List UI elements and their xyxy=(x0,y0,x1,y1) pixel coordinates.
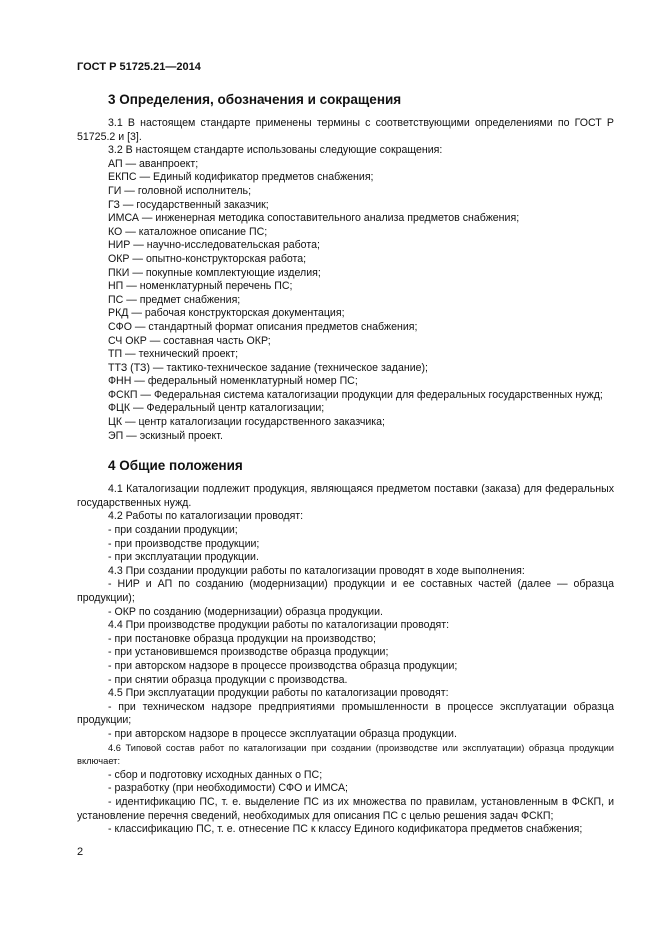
list-item: - сбор и подготовку исходных данных о ПС; xyxy=(108,768,323,781)
abbreviation-item: НП — номенклатурный перечень ПС; xyxy=(108,280,293,293)
abbreviation-item: АП — аванпроект; xyxy=(108,157,199,170)
abbreviation-item: ПС — предмет снабжения; xyxy=(108,293,241,306)
list-item: - классификацию ПС, т. е. отнесение ПС к классу Единого кодификатора предметов снабжения; xyxy=(108,823,583,836)
abbreviation-item: КО — каталожное описание ПС; xyxy=(108,225,268,238)
paragraph-3-2: 3.2 В настоящем стандарте использованы следующие сокращения: xyxy=(108,144,443,157)
list-item: - идентификацию ПС, т. е. выделение ПС из их множества по правилам, установленным в ФСКП, и установление перечня сведений, необходимых для описания ПС с целью решения задач ФСКП; xyxy=(77,795,614,822)
list-item: - при создании продукции; xyxy=(108,524,238,537)
abbreviation-item: РКД — рабочая конструкторская документация; xyxy=(108,307,345,320)
list-item: - при производстве продукции; xyxy=(108,537,260,550)
list-item: - при установившемся производстве образца продукции; xyxy=(108,646,389,659)
abbreviation-item: ГЗ — государственный заказчик; xyxy=(108,198,269,211)
list-item: - НИР и АП по созданию (модернизации) продукции и ее составных частей (далее — образца продукции); xyxy=(77,578,614,604)
page-content xyxy=(77,92,614,837)
abbreviation-item: СЧ ОКР — составная часть ОКР; xyxy=(108,334,271,347)
list-item: - при постановке образца продукции на производство; xyxy=(108,632,376,645)
paragraph-4-2: 4.2 Работы по каталогизации проводят: xyxy=(108,510,304,523)
abbreviation-item: ФЦК — Федеральный центр каталогизации; xyxy=(108,402,325,415)
section-3-title: 3 Определения, обозначения и сокращения xyxy=(108,92,402,107)
page-number: 2 xyxy=(77,846,84,858)
abbreviation-item: ЦК — центр каталогизации государственного заказчика; xyxy=(108,416,385,429)
abbreviation-item: СФО — стандартный формат описания предметов снабжения; xyxy=(108,320,418,333)
abbreviation-item: ЕКПС — Единый кодификатор предметов снабжения; xyxy=(108,171,374,184)
abbreviation-item: ФНН — федеральный номенклатурный номер ПС; xyxy=(108,375,358,388)
paragraph-4-1: 4.1 Каталогизации подлежит продукция, являющаяся предметом поставки (заказа) для федеральных государственных нужд. xyxy=(77,483,614,509)
list-item: - ОКР по созданию (модернизации) образца продукции. xyxy=(108,605,383,618)
list-item: - разработку (при необходимости) СФО и ИМСА; xyxy=(108,782,348,795)
abbreviation-item: ПКИ — покупные комплектующие изделия; xyxy=(108,266,321,279)
paragraph-3-1: 3.1 В настоящем стандарте применены термины с соответствующими определениями по ГОСТ Р 51725.2 и [3]. xyxy=(77,117,614,143)
list-item: - при техническом надзоре предприятиями промышленности в процессе эксплуатации образца продукции; xyxy=(77,700,614,727)
abbreviation-item: ФСКП — Федеральная система каталогизации продукции для федеральных государственных нужд; xyxy=(108,388,603,401)
list-item: - при снятии образца продукции с производства. xyxy=(108,673,348,686)
paragraph-4-3: 4.3 При создании продукции работы по каталогизации проводят в ходе выполнения: xyxy=(108,564,525,577)
abbreviation-list xyxy=(77,158,614,443)
abbreviation-item: ТП — технический проект; xyxy=(108,348,239,361)
paragraph-4-6: 4.6 Типовой состав работ по каталогизации при создании (производстве или эксплуатации) образца продукции включает: xyxy=(77,742,614,767)
list-item: - при эксплуатации продукции. xyxy=(108,551,259,564)
document-header: ГОСТ Р 51725.21—2014 xyxy=(77,61,201,73)
abbreviation-item: НИР — научно-исследовательская работа; xyxy=(108,239,320,252)
abbreviation-item: ГИ — головной исполнитель; xyxy=(108,184,252,197)
list-item: - при авторском надзоре в процессе эксплуатации образца продукции. xyxy=(108,727,457,740)
abbreviation-item: ИМСА — инженерная методика сопоставительного анализа предметов снабжения; xyxy=(108,212,520,225)
paragraph-4-5: 4.5 При эксплуатации продукции работы по каталогизации проводят: xyxy=(108,687,449,700)
abbreviation-item: ТТЗ (ТЗ) — тактико-техническое задание (техническое задание); xyxy=(108,361,428,374)
section-4-title: 4 Общие положения xyxy=(108,458,243,474)
list-item: - при авторском надзоре в процессе производства образца продукции; xyxy=(108,659,458,672)
paragraph-4-4: 4.4 При производстве продукции работы по каталогизации проводят: xyxy=(108,619,450,632)
abbreviation-item: ЭП — эскизный проект. xyxy=(108,429,223,442)
abbreviation-item: ОКР — опытно-конструкторская работа; xyxy=(108,252,307,265)
